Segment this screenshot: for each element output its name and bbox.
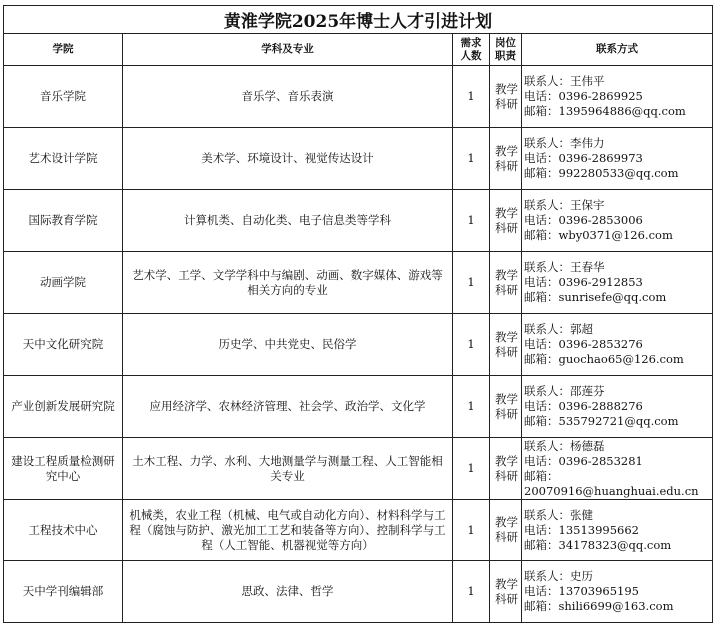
- contact-line: 电话：0396-2853006: [524, 213, 643, 227]
- contact-cell: [522, 66, 713, 128]
- duty-cell: 教学科研: [490, 561, 522, 623]
- major-cell: 土木工程、力学、水利、大地测量学与测量工程、人工智能相关专业: [123, 438, 453, 500]
- major-cell: 艺术学、工学、文学学科中与编剧、动画、数字媒体、游戏等相关方向的专业: [123, 252, 453, 314]
- major-cell: 机械类，农业工程（机械、电气或自动化方向）、材料科学与工程（腐蚀与防护、激光加工工艺和装备等方向）、控制科学与工程（人工智能、机器视觉等方向）: [123, 500, 453, 561]
- contact-line: 联系人：王春华: [524, 260, 605, 274]
- table-row: [4, 128, 713, 190]
- contact-line: 邮箱：535792721@qq.com: [524, 414, 679, 428]
- document-title: 黄淮学院2025年博士人才引进计划: [4, 6, 713, 34]
- contact-line: 邮箱：sunrisefe@qq.com: [524, 290, 667, 304]
- contact-line: 电话：0396-2869973: [524, 151, 643, 165]
- college-cell: 天中文化研究院: [4, 314, 123, 376]
- duty-cell: 教学科研: [490, 190, 522, 252]
- header-college: 学院: [4, 34, 123, 66]
- contact-line: 邮箱：shili6699@163.com: [524, 599, 674, 613]
- major-cell: 思政、法律、哲学: [123, 561, 453, 623]
- contact-line: 邮箱：: [524, 468, 559, 483]
- table-row: [4, 190, 713, 252]
- header-duty: 岗位 职责: [490, 34, 522, 66]
- contact-line: 联系人：王伟平: [524, 74, 605, 88]
- duty-cell: 教学科研: [490, 376, 522, 438]
- contact-cell: [522, 561, 713, 623]
- count-cell: 1: [453, 314, 490, 376]
- count-cell: 1: [453, 252, 490, 314]
- college-cell: 建设工程质量检测研究中心: [4, 438, 123, 500]
- contact-line: 20070916@huanghuai.edu.cn: [524, 483, 699, 498]
- college-cell: 产业创新发展研究院: [4, 376, 123, 438]
- major-cell: 计算机类、自动化类、电子信息类等学科: [123, 190, 453, 252]
- contact-line: 电话：0396-2912853: [524, 275, 643, 289]
- contact-cell: [522, 314, 713, 376]
- table-row: [4, 376, 713, 438]
- recruitment-table: [3, 5, 713, 623]
- table-row: [4, 561, 713, 623]
- recruitment-plan-document: [3, 5, 712, 623]
- contact-cell: [522, 128, 713, 190]
- contact-line: 电话：0396-2853281: [524, 453, 643, 468]
- contact-line: 联系人：李伟力: [524, 136, 605, 150]
- contact-cell: [522, 190, 713, 252]
- college-cell: 天中学刊编辑部: [4, 561, 123, 623]
- header-contact: 联系方式: [522, 34, 713, 66]
- table-row: [4, 438, 713, 500]
- count-cell: 1: [453, 500, 490, 561]
- duty-cell: 教学科研: [490, 438, 522, 500]
- contact-line: 邮箱：wby0371@126.com: [524, 228, 673, 242]
- major-cell: 历史学、中共党史、民俗学: [123, 314, 453, 376]
- contact-line: 电话：0396-2853276: [524, 337, 643, 351]
- contact-cell: [522, 252, 713, 314]
- contact-cell: [522, 500, 713, 561]
- contact-line: 联系人：邵莲芬: [524, 384, 605, 398]
- table-row: [4, 66, 713, 128]
- table-row: [4, 314, 713, 376]
- contact-line: 电话：0396-2888276: [524, 399, 643, 413]
- college-cell: 艺术设计学院: [4, 128, 123, 190]
- header-count: 需求 人数: [453, 34, 490, 66]
- count-cell: 1: [453, 128, 490, 190]
- contact-line: 联系人：郭超: [524, 322, 593, 336]
- college-cell: 动画学院: [4, 252, 123, 314]
- college-cell: 音乐学院: [4, 66, 123, 128]
- duty-cell: 教学科研: [490, 66, 522, 128]
- major-cell: 美术学、环境设计、视觉传达设计: [123, 128, 453, 190]
- duty-cell: 教学科研: [490, 500, 522, 561]
- table-header-row: [4, 34, 713, 66]
- major-cell: 音乐学、音乐表演: [123, 66, 453, 128]
- contact-line: 联系人：王保宇: [524, 198, 605, 212]
- contact-line: 电话：13703965195: [524, 584, 639, 598]
- count-cell: 1: [453, 66, 490, 128]
- contact-line: 邮箱：992280533@qq.com: [524, 166, 679, 180]
- header-major: 学科及专业: [123, 34, 453, 66]
- contact-cell: [522, 376, 713, 438]
- duty-cell: 教学科研: [490, 252, 522, 314]
- contact-line: 联系人：史历: [524, 569, 593, 583]
- contact-line: 联系人：张健: [524, 507, 593, 522]
- table-row: [4, 500, 713, 561]
- contact-cell: [522, 438, 713, 500]
- count-cell: 1: [453, 376, 490, 438]
- table-row: [4, 252, 713, 314]
- count-cell: 1: [453, 190, 490, 252]
- contact-line: 电话：13513995662: [524, 522, 639, 537]
- contact-line: 联系人：杨德磊: [524, 438, 605, 453]
- major-cell: 应用经济学、农林经济管理、社会学、政治学、文化学: [123, 376, 453, 438]
- college-cell: 工程技术中心: [4, 500, 123, 561]
- contact-line: 邮箱：1395964886@qq.com: [524, 104, 686, 118]
- count-cell: 1: [453, 561, 490, 623]
- count-cell: 1: [453, 438, 490, 500]
- duty-cell: 教学科研: [490, 314, 522, 376]
- duty-cell: 教学科研: [490, 128, 522, 190]
- college-cell: 国际教育学院: [4, 190, 123, 252]
- contact-line: 邮箱：34178323@qq.com: [524, 537, 672, 552]
- contact-line: 邮箱：guochao65@126.com: [524, 352, 684, 366]
- contact-line: 电话：0396-2869925: [524, 89, 643, 103]
